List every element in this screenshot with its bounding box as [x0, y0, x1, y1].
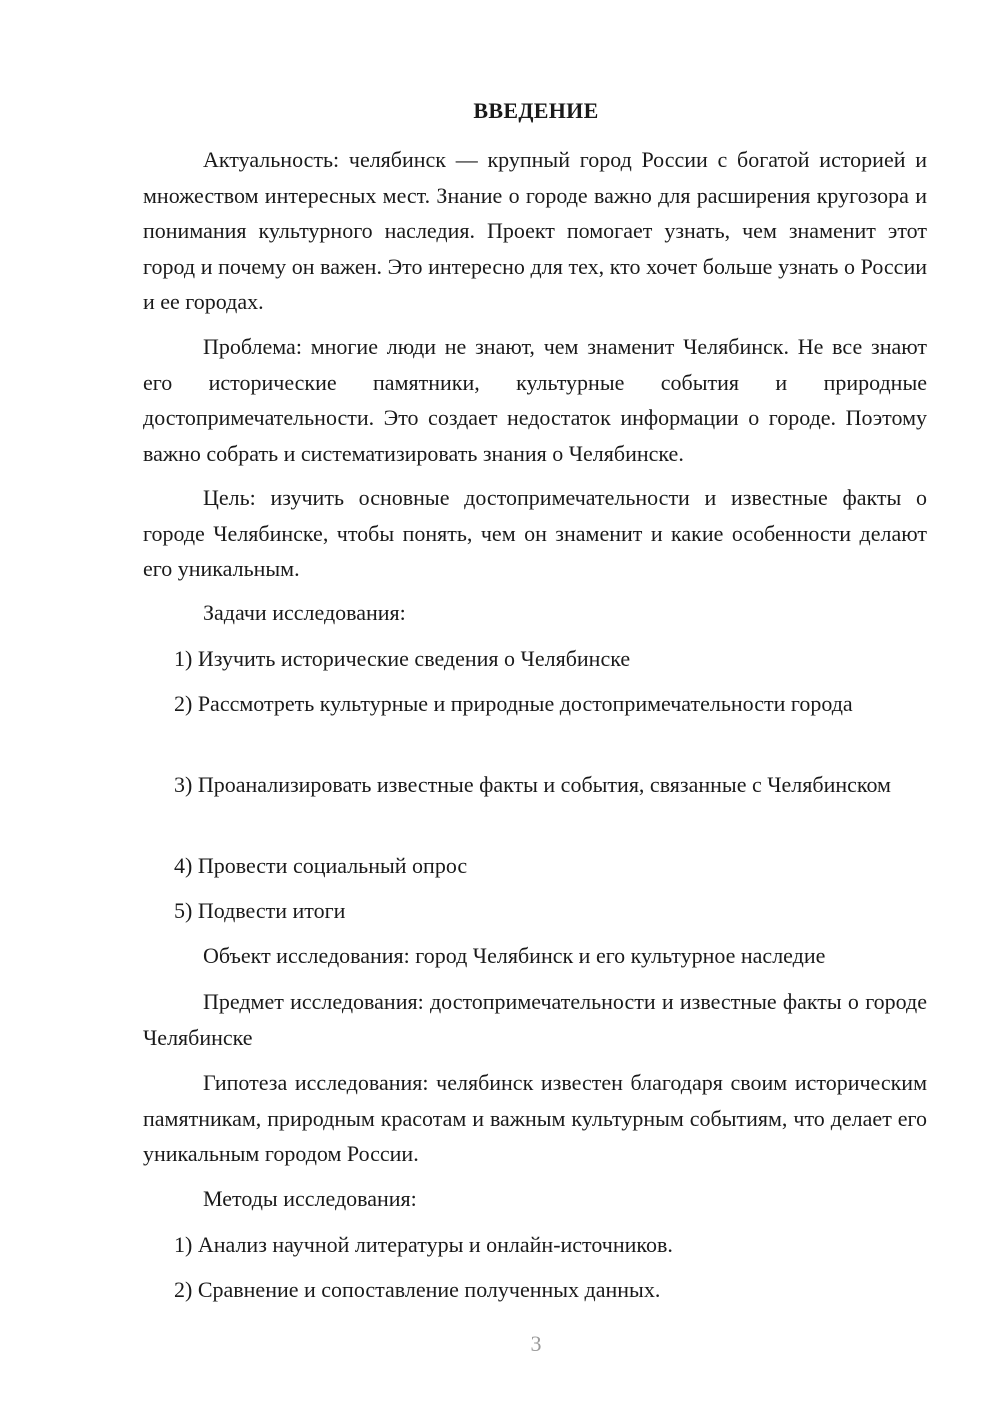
task-item-3: 3) Проанализировать известные факты и события, связанные с Челябинском: [174, 772, 891, 797]
problem-paragraph: Проблема: многие люди не знают, чем знаменит Челябинск. Не все знают его исторические памятники, культурные события и природные достопримечательности. Это создает недостаток информации о городе. Поэтому важно собрать и систематизировать знания о Челябинске.: [143, 334, 927, 466]
relevance-paragraph: Актуальность: челябинск — крупный город России с богатой историей и множеством интересных мест. Знание о городе важно для расширения кругозора и понимания культурного наследия. Проект помогает узнать, чем знаменит этот город и почему он важен. Это интересно для тех, кто хочет больше узнать о России и ее городах.: [143, 147, 927, 314]
task-item-2: 2) Рассмотреть культурные и природные достопримечательности города: [174, 691, 853, 716]
tasks-heading: Задачи исследования:: [203, 600, 406, 625]
research-hypothesis: Гипотеза исследования: челябинск известен благодаря своим историческим памятникам, природным красотам и важным культурным событиям, что делает его уникальным городом России.: [143, 1070, 927, 1166]
task-item-5: 5) Подвести итоги: [174, 898, 346, 923]
research-object: Объект исследования: город Челябинск и его культурное наследие: [203, 943, 826, 968]
methods-heading: Методы исследования:: [203, 1186, 417, 1211]
task-item-1: 1) Изучить исторические сведения о Челябинске: [174, 646, 631, 671]
task-item-4: 4) Провести социальный опрос: [174, 853, 468, 878]
method-item-1: 1) Анализ научной литературы и онлайн-источников.: [174, 1232, 673, 1257]
goal-paragraph: Цель: изучить основные достопримечательности и известные факты о городе Челябинске, чтобы понять, чем он знаменит и какие особенности делают его уникальным.: [143, 485, 927, 581]
page-title: ВВЕДЕНИЕ: [473, 98, 599, 123]
method-item-2: 2) Сравнение и сопоставление полученных данных.: [174, 1277, 661, 1302]
research-subject: Предмет исследования: достопримечательности и известные факты о городе Челябинске: [143, 989, 927, 1050]
page-number: 3: [530, 1331, 542, 1356]
